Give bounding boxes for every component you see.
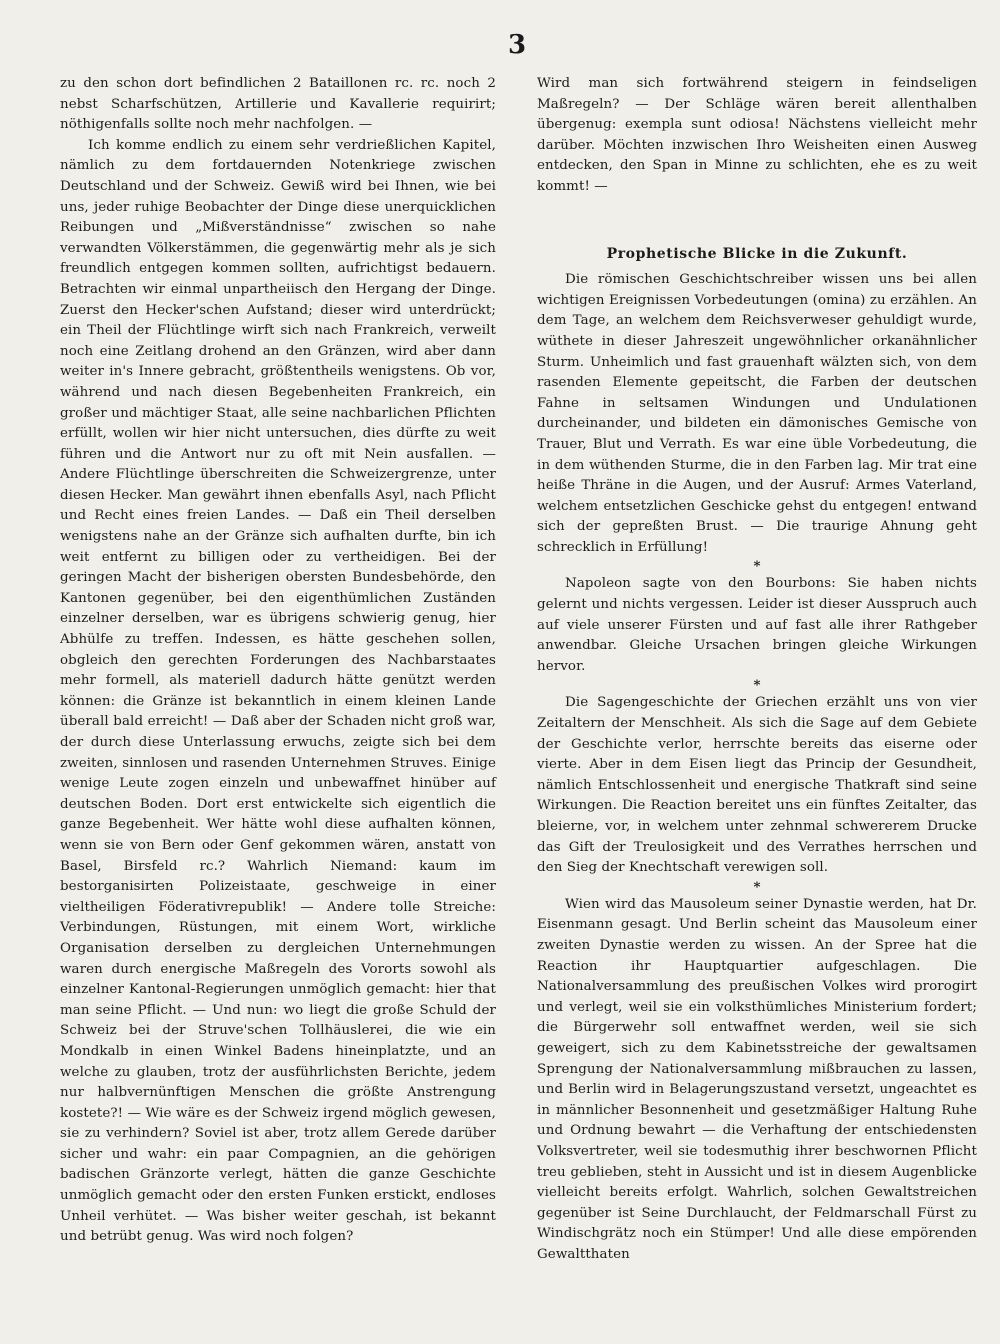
section-title: Prophetische Blicke in die Zukunft. [606,245,908,262]
paragraph: zu den schon dort befindlichen 2 Bataillonen rc. rc. noch 2 nebst Scharfschützen, Artillerie und Kavallerie requirirt; nöthigenfalls sollte noch mehr nachfolgen. — [60,76,496,133]
paragraph: Wien wird das Mausoleum seiner Dynastie werden, hat Dr. Eisenmann gesagt. Und Berlin scheint das Mausoleum einer zweiten Dynastie werden zu wissen. An der Spree hat die Reaction ihr Hauptquartier aufgeschlagen. Die Nationalversammlung des preußischen Volkes wird prorogirt und verlegt, weil sie ein volksthümliches Ministerium fordert; die Bürgerwehr soll entwaffnet werden, weil sie sich geweigert, sich zu dem Kabinetsstreiche der gewaltsamen Sprengung der Nationalversammlung mißbrauchen zu lassen, und Berlin wird in Belagerungszustand versetzt, ungeachtet es in männlicher Besonnenheit und gesetzmäßiger Haltung Ruhe und Ordnung bewahrt — die Verhaftung der entschiedensten Volksvertreter, weil sie todesmuthig ihrer beschwornen Pflicht treu geblieben, steht in Aussicht und ist in diesem Augenblicke vielleicht bereits erfolgt. Wahrlich, solchen Gewaltstreichen gegenüber ist Seine Durchlaucht, der Feldmarschall Fürst zu Windischgrätz noch ein Stümper! Und alle diese empörenden Gewaltthaten [537,896,977,1262]
paragraph: Wird man sich fortwährend steigern in feindseligen Maßregeln? — Der Schläge wären bereit allenthalben übergenug: exempla sunt odiosa! Nächstens vielleicht mehr darüber. Möchten inzwischen Ihro Weisheiten einen Ausweg entdecken, den Span in Minne zu schlichten, ehe es zu weit kommt! — [537,76,977,194]
spacer [537,198,977,244]
right-column [537,74,977,1265]
section-divider-star: * [753,677,761,694]
paragraph: Napoleon sagte von den Bourbons: Sie haben nichts gelernt und nichts vergessen. Leider ist dieser Ausspruch auch auf viele unserer Fürsten und auf fast alle ihrer Rathgeber anwendbar. Gleiche Ursachen bringen gleiche Wirkungen hervor. [537,576,977,674]
section-divider-star: * [753,878,761,895]
paragraph: Ich komme endlich zu einem sehr verdrießlichen Kapitel, nämlich zu dem fortdauernden Notenkriege zwischen Deutschland und der Schweiz. Gewiß wird bei Ihnen, wie bei uns, jeder ruhige Beobachter der Dinge diese unerquicklichen Reibungen und „Mißverständnisse“ zwischen so nahe verwandten Völkerstämmen, die gegenwärtig mehr als je sich freundlich entgegen kommen sollten, aufrichtigst bedauern. Betrachten wir einmal unpartheiisch den Hergang der Dinge. Zuerst den Hecker'schen Aufstand; dieser wird unterdrückt; ein Theil der Flüchtlinge wirft sich nach Frankreich, verweilt noch eine Zeitlang drohend an den Gränzen, wird aber dann weiter in's Innere gebracht, größtentheils wenigstens. Ob vor, während und nach diesen Begebenheiten Frankreich, ein großer und mächtiger Staat, alle seine nachbarlichen Pflichten erfüllt, wollen wir hier nicht untersuchen, dies dürfte zu weit führen und die Antwort nur zu oft mit Nein ausfallen. — Andere Flüchtlinge überschreiten die Schweizergrenze, unter diesen Hecker. Man gewährt ihnen ebenfalls Asyl, nach Pflicht und Recht eines freien Landes. — Daß ein Theil derselben wenigstens nahe an der Gränze sich aufhalten durfte, bin ich weit entfernt zu billigen oder zu vertheidigen. Bei der geringen Macht der bisherigen obersten Bundesbehörde, den Kantonen gegenüber, bei den eigenthümlichen Zuständen einzelner derselben, war es übrigens schwierig genug, hier Abhülfe zu treffen. Indessen, es hätte geschehen sollen, obgleich den gerechten Forderungen des Nachbarstaates mehr formell, als materiell dadurch hätte genützt werden können: die Gränze ist bekanntlich in einem kleinen Lande überall bald erreicht! — Daß aber der Schaden nicht groß war, der durch diese Unterlassung erwuchs, zeigte sich bei dem zweiten, sinnlosen und rasenden Unternehmen Struves. Einige wenige Leute zogen einzeln und unbewaffnet hinüber auf deutschen Boden. Dort erst entwickelte sich eigentlich die ganze Begebenheit. Wer hätte wohl diese aufhalten können, wenn sie von Bern oder Genf gekommen wären, anstatt von Basel, Birsfeld rc.? Wahrlich Niemand: kaum im bestorganisirten Polizeistaate, geschweige in einer vieltheiligen Föderativrepublik! — Andere tolle Streiche: Verbindungen, Rüstungen, mit einem Wort, wirkliche Organisation derselben zu dergleichen Unternehmungen waren durch energische Maßregeln des Vororts sowohl als einzelner Kantonal-Regierungen unmöglich gemacht: hier that man seine Pflicht. — Und nun: wo liegt die große Schuld der Schweiz bei der Struve'schen Tollhäuslerei, die wie ein Mondkalb in einen Winkel Badens hineinplatzte, und an welche zu glauben, trotz der ausführlichsten Berichte, jedem nur halbvernünftigen Menschen die größte Anstrengung kostete?! — Wie wäre es der Schweiz irgend möglich gewesen, sie zu verhindern? Soviel ist aber, trotz allem Gerede darüber sicher und wahr: ein paar Compagnien, an die gehörigen badischen Gränzorte verlegt, hätten die ganze Geschichte unmöglich gemacht oder den ersten Funken erstickt, endloses Unheil verhütet. — Was bisher weiter geschah, ist bekannt und betrübt genug. Was wird noch folgen? [60,137,496,1245]
left-column [60,74,496,1248]
section-divider-star: * [753,558,761,575]
paragraph: Die Sagengeschichte der Griechen erzählt uns von vier Zeitaltern der Menschheit. Als sich die Sage auf dem Gebiete der Geschichte verlor, herrschte bereits das eiserne oder vierte. Aber in dem Eisen liegt das Princip der Gesundheit, nämlich Entschlossenheit und energische Thatkraft sind seine Wirkungen. Die Reaction bereitet uns ein fünftes Zeitalter, das bleierne, vor, in welchem unter zehnmal schwererem Drucke das Gift der Treulosigkeit und des Verrathes herrschen und den Sieg der Knechtschaft verewigen soll. [537,695,977,876]
page-number: 3 [508,30,527,60]
paragraph: Die römischen Geschichtschreiber wissen uns bei allen wichtigen Ereignissen Vorbedeutungen (omina) zu erzählen. An dem Tage, an welchem dem Reichsverweser gehuldigt wurde, wüthete in dieser Jahreszeit ungewöhnlicher orkanähnlicher Sturm. Unheimlich und fast grauenhaft wälzten sich, von dem rasenden Elemente gepeitscht, die Farben der deutschen Fahne in seltsamen Windungen und Undulationen durcheinander, und bildeten ein dämonisches Gemische von Trauer, Blut und Verrath. Es war eine üble Vorbedeutung, die in dem wüthenden Sturme, die in den Farben lag. Mir trat eine heiße Thräne in die Augen, und der Ausruf: Armes Vaterland, welchem entsetzlichen Geschicke gehst du entgegen! entwand sich der gepreßten Brust. — Die traurige Ahnung geht schrecklich in Erfüllung! [537,272,977,555]
